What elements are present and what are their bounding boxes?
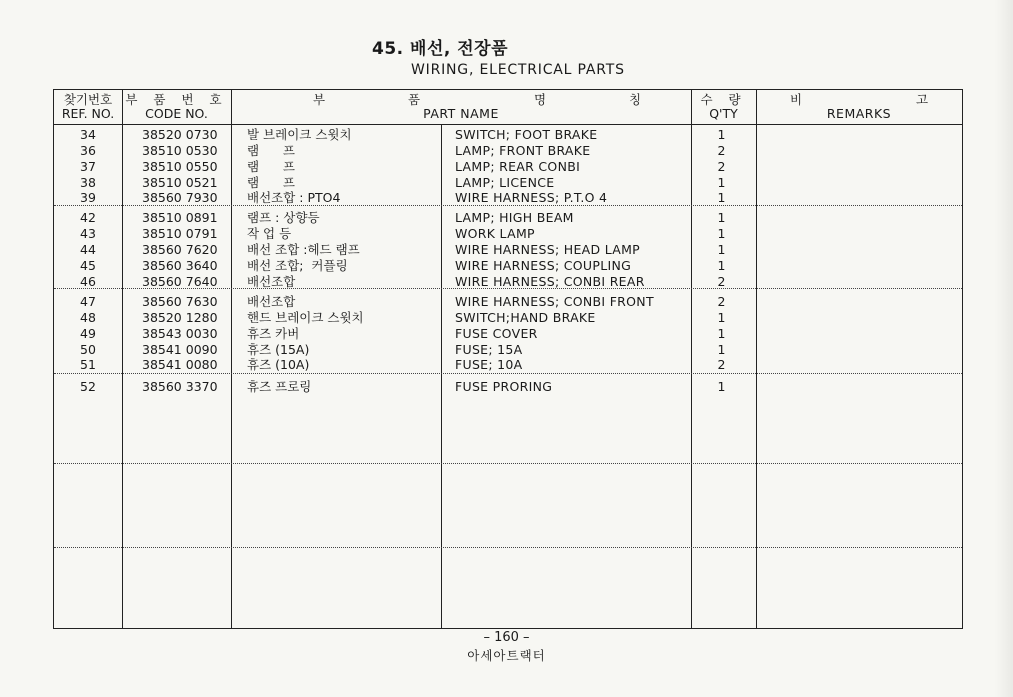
page-title-english: WIRING, ELECTRICAL PARTS — [411, 62, 625, 78]
header-remarks — [756, 93, 962, 121]
header-remarks-ko-1: 비 — [790, 92, 803, 107]
ref-no: 42 — [80, 210, 96, 225]
header-part-ko-3: 명 — [534, 92, 547, 107]
quantity: 2 — [717, 274, 726, 289]
header-part-en: PART NAME — [423, 106, 499, 121]
part-name-en: WORK LAMP — [455, 226, 535, 241]
table-row — [54, 342, 962, 358]
quantity: 2 — [717, 143, 726, 158]
page-title-korean: 45. 배선, 전장품 — [372, 39, 509, 59]
table-row — [54, 326, 962, 342]
part-name-en: SWITCH; FOOT BRAKE — [455, 127, 598, 142]
header-code-ko: 부 품 번 호 — [125, 92, 228, 107]
ref-no: 44 — [80, 242, 96, 257]
code-no: 38560 7640 — [142, 274, 218, 289]
table-row — [54, 127, 962, 143]
part-name-ko: 휴즈 프로링 — [247, 379, 312, 394]
code-no: 38510 0791 — [142, 226, 218, 241]
table-row — [54, 175, 962, 191]
header-separator — [54, 124, 962, 125]
code-no: 38560 7630 — [142, 294, 218, 309]
header-code — [122, 93, 231, 121]
quantity: 1 — [717, 242, 726, 257]
code-no: 38510 0530 — [142, 143, 218, 158]
code-no: 38541 0080 — [142, 357, 218, 372]
ref-no: 45 — [80, 258, 96, 273]
header-part-ko-4: 칭 — [629, 92, 642, 107]
part-name-ko: 배선 조합 :헤드 램프 — [247, 242, 360, 257]
part-name-en: WIRE HARNESS; P.T.O 4 — [455, 190, 608, 205]
part-name-ko: 램 프 — [247, 175, 295, 190]
code-no: 38543 0030 — [142, 326, 218, 341]
header-part-name — [231, 93, 691, 121]
group-separator — [54, 547, 962, 548]
part-name-en: FUSE; 15A — [455, 342, 523, 357]
ref-no: 38 — [80, 175, 96, 190]
header-remarks-en: REMARKS — [826, 106, 892, 121]
page-edge — [995, 0, 1013, 697]
header-ref-ko: 찾기번호 — [63, 92, 113, 107]
quantity: 1 — [717, 210, 726, 225]
code-no: 38541 0090 — [142, 342, 218, 357]
table-row — [54, 379, 962, 395]
quantity: 1 — [717, 379, 726, 394]
header-remarks-ko-2: 고 — [916, 92, 929, 107]
header-qty-ko: 수 량 — [700, 92, 747, 107]
quantity: 1 — [717, 326, 726, 341]
table-row — [54, 274, 962, 290]
table-row — [54, 357, 962, 373]
quantity: 2 — [717, 294, 726, 309]
part-name-en: LAMP; FRONT BRAKE — [455, 143, 591, 158]
header-part-ko-1: 부 — [313, 92, 326, 107]
table-row — [54, 294, 962, 310]
part-name-en: LAMP; HIGH BEAM — [455, 210, 574, 225]
part-name-ko: 배선조합 — [247, 294, 296, 309]
publisher-name: 아세아트랙터 — [467, 648, 546, 663]
code-no: 38520 1280 — [142, 310, 218, 325]
part-name-en: LAMP; LICENCE — [455, 175, 555, 190]
part-name-ko: 핸드 브레이크 스윗치 — [247, 310, 364, 325]
ref-no: 49 — [80, 326, 96, 341]
header-ref-en: REF. NO. — [61, 106, 115, 121]
part-name-en: LAMP; REAR CONBI — [455, 159, 581, 174]
group-separator — [54, 373, 962, 374]
part-name-en: FUSE PRORING — [455, 379, 553, 394]
page-number: – 160 – — [483, 630, 530, 645]
part-name-en: WIRE HARNESS; CONBI REAR — [455, 274, 645, 289]
quantity: 1 — [717, 127, 726, 142]
part-name-ko: 램 프 — [247, 159, 295, 174]
part-name-ko: 발 브레이크 스윗치 — [247, 127, 352, 142]
parts-table — [53, 89, 963, 629]
table-row — [54, 258, 962, 274]
header-qty — [691, 93, 756, 121]
ref-no: 52 — [80, 379, 96, 394]
part-name-en: WIRE HARNESS; HEAD LAMP — [455, 242, 641, 257]
part-name-ko: 램프 : 상향등 — [247, 210, 320, 225]
code-no: 38560 3370 — [142, 379, 218, 394]
ref-no: 46 — [80, 274, 96, 289]
ref-no: 47 — [80, 294, 96, 309]
part-name-ko: 휴즈 (10A) — [247, 357, 310, 372]
quantity: 2 — [717, 357, 726, 372]
table-row — [54, 310, 962, 326]
quantity: 2 — [717, 159, 726, 174]
header-part-ko — [231, 93, 691, 107]
table-row — [54, 210, 962, 226]
code-no: 38510 0550 — [142, 159, 218, 174]
ref-no: 51 — [80, 357, 96, 372]
ref-no: 34 — [80, 127, 96, 142]
header-part-ko-2: 품 — [408, 92, 421, 107]
table-row — [54, 143, 962, 159]
part-name-ko: 배선조합 : PTO4 — [247, 190, 341, 205]
part-name-ko: 램 프 — [247, 143, 295, 158]
ref-no: 37 — [80, 159, 96, 174]
part-name-en: WIRE HARNESS; CONBI FRONT — [455, 294, 654, 309]
header-code-en: CODE NO. — [145, 106, 208, 121]
table-row — [54, 242, 962, 258]
table-row — [54, 226, 962, 242]
part-name-ko: 배선 조합; 커플링 — [247, 258, 348, 273]
group-separator — [54, 463, 962, 464]
quantity: 1 — [717, 226, 726, 241]
part-name-ko: 작 업 등 — [247, 226, 292, 241]
quantity: 1 — [717, 190, 726, 205]
code-no: 38560 7930 — [142, 190, 218, 205]
header-ref — [54, 93, 122, 121]
part-name-ko: 휴즈 카버 — [247, 326, 300, 341]
quantity: 1 — [717, 342, 726, 357]
code-no: 38510 0891 — [142, 210, 218, 225]
ref-no: 48 — [80, 310, 96, 325]
code-no: 38520 0730 — [142, 127, 218, 142]
header-remarks-ko — [756, 93, 962, 107]
code-no: 38560 7620 — [142, 242, 218, 257]
quantity: 1 — [717, 258, 726, 273]
part-name-en: SWITCH;HAND BRAKE — [455, 310, 596, 325]
part-name-ko: 휴즈 (15A) — [247, 342, 310, 357]
table-row — [54, 190, 962, 206]
part-name-en: FUSE; 10A — [455, 357, 523, 372]
part-name-en: WIRE HARNESS; COUPLING — [455, 258, 632, 273]
code-no: 38560 3640 — [142, 258, 218, 273]
part-name-ko: 배선조합 — [247, 274, 296, 289]
table-row — [54, 159, 962, 175]
quantity: 1 — [717, 175, 726, 190]
quantity: 1 — [717, 310, 726, 325]
ref-no: 43 — [80, 226, 96, 241]
code-no: 38510 0521 — [142, 175, 218, 190]
ref-no: 36 — [80, 143, 96, 158]
ref-no: 50 — [80, 342, 96, 357]
part-name-en: FUSE COVER — [455, 326, 538, 341]
ref-no: 39 — [80, 190, 96, 205]
header-qty-en: Q'TY — [709, 106, 738, 121]
